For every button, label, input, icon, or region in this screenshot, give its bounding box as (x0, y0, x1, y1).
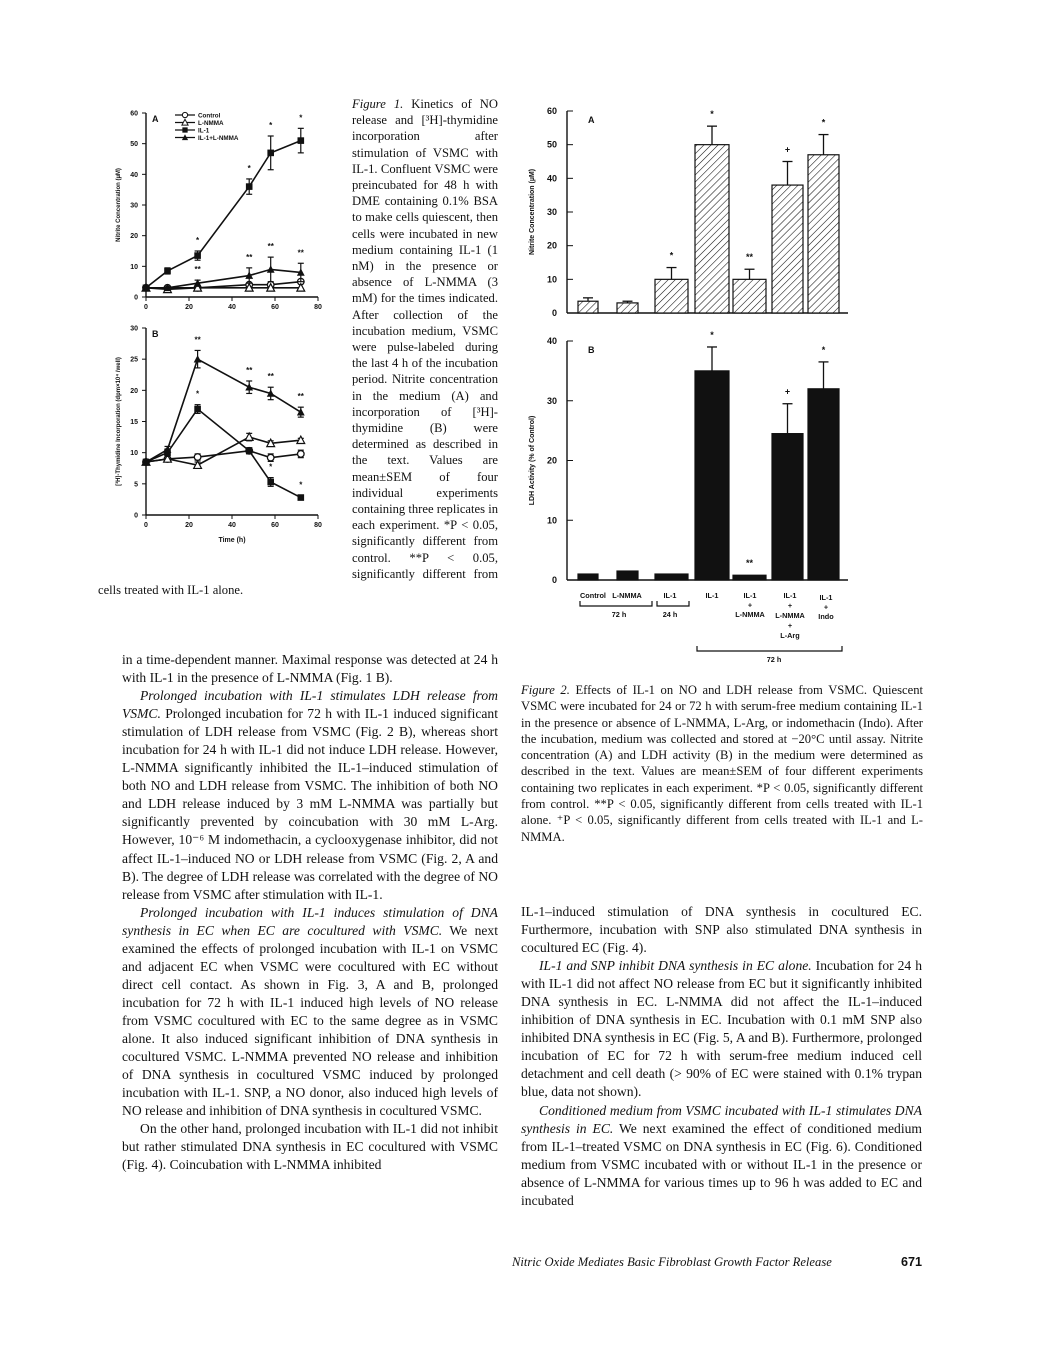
y-tick-label: 10 (546, 274, 557, 285)
x-tick-label: 0 (144, 304, 148, 311)
x-tick-label: 0 (144, 522, 148, 529)
y-tick-label: 50 (546, 139, 557, 150)
x-tick-label: 60 (271, 304, 279, 311)
bar-il-1-l-nmma-72h (733, 575, 766, 580)
group-label: 72 h (611, 610, 627, 619)
significance-mark: * (821, 344, 826, 355)
category-label: + (787, 601, 793, 610)
significance-mark: * (669, 250, 674, 261)
bar-control-72h (578, 301, 598, 313)
panel-label: B (152, 329, 159, 339)
section-heading: Prolonged incubation with IL-1 stimulates LDH release from VSMC. (122, 688, 498, 722)
significance-mark: * (299, 480, 303, 490)
category-label: + (747, 600, 753, 610)
legend-label: Control (198, 112, 221, 120)
category-label: + (823, 602, 829, 612)
figure-1-caption (98, 96, 498, 598)
significance-mark: ** (194, 265, 201, 275)
category-label: L-Arg (780, 631, 800, 640)
figure-2-caption-label: Figure 2. (521, 683, 570, 697)
right-column-body (521, 903, 922, 1210)
bar-il-1-72h (695, 371, 729, 580)
running-title: Nitric Oxide Mediates Basic Fibroblast Growth Factor Release (512, 1255, 832, 1269)
legend-label: L-NMMA (198, 120, 224, 127)
y-tick-label: 10 (130, 450, 138, 458)
significance-mark: * (710, 329, 714, 340)
paragraph: IL-1–induced stimulation of DNA synthesis in cocultured EC. Furthermore, incubation with SNP also stimulated DNA synthesis in cocultured EC (Fig. 4). (521, 904, 922, 956)
paragraph-text: We next examined the effects of prolonged incubation with IL-1 on VSMC and adjacent EC when VSMC were cocultured with EC without direct cell contact. As shown in Fig. 3, A and B, prolonged incubation for 72 h with IL-1 induced high levels of NO release from VSMC cocultured with EC to the same degree as in VSMC alone. It also induced significant inhibition of DNA synthesis in cocultured VSMC. L-NMMA prevented NO release and inhibition of DNA synthesis in cocultured VSMC induced by prolonged incubation with IL-1. SNP, a NO donor, also induced high levels of NO release and inhibition of DNA synthesis in cocultured VSMC. (122, 922, 498, 1119)
y-tick-label: 40 (546, 173, 557, 184)
figure-1-caption-label: Figure 1. (352, 97, 404, 111)
panel-label: A (152, 114, 159, 124)
x-tick-label: 20 (185, 522, 193, 529)
significance-mark: ** (267, 242, 274, 252)
paragraph: On the other hand, prolonged incubation with IL-1 did not inhibit but rather stimulated DNA synthesis in EC cocultured with VSMC (Fig. 4). Coincubation with L-NMMA inhibited (122, 1121, 498, 1173)
category-label: IL-1 (663, 591, 677, 600)
significance-mark: ** (246, 365, 253, 375)
section-heading: Conditioned medium from VSMC incubated with IL-1 stimulates DNA synthesis in EC. (521, 1102, 922, 1136)
significance-mark: ** (246, 252, 253, 262)
bar-il-1-l-nmma-l-arg-72h (772, 434, 803, 580)
y-tick-label: 10 (130, 263, 138, 271)
paragraph-text: Prolonged incubation for 72 h with IL-1 induced significant stimulation of LDH release from VSMC (Fig. 2 B), whereas short incubation for 24 h with IL-1 did not induce LDH release. However, L-NMMA significantly inhibited the IL-1–induced stimulation of both NO and LDH release from VSMC. The inhibition of both NO and LDH release induced by 3 mM L-NMMA was partially but significantly prevented by coincubation with 30 mM L-Arg. However, 10⁻⁶ M indomethacin, a cyclooxygenase inhibitor, did not affect IL-1–induced NO or LDH release from VSMC (Fig. 2, A and B). The degree of LDH release was correlated with the degree of NO release from VSMC after stimulation with IL-1. (122, 706, 498, 902)
significance-mark: * (247, 163, 251, 173)
y-tick-label: 40 (546, 336, 557, 346)
paragraph (521, 1102, 922, 1210)
paragraph (521, 957, 922, 1101)
significance-mark: ** (745, 252, 754, 263)
category-label: L-NMMA (612, 591, 642, 600)
significance-mark: ** (297, 392, 304, 402)
panel-label: B (588, 345, 595, 355)
y-tick-label: 10 (546, 515, 557, 526)
group-bracket (657, 601, 689, 606)
x-tick-label: 80 (314, 522, 322, 529)
bar-il-1-72h (695, 145, 729, 313)
significance-mark: ** (194, 335, 201, 345)
y-tick-label: 20 (130, 233, 138, 241)
x-tick-label: 20 (185, 304, 193, 311)
category-label: IL-1 (705, 591, 719, 600)
bar-il-1-24h (655, 279, 688, 313)
significance-mark: * (269, 462, 273, 472)
paragraph-text: Incubation for 24 h with IL-1 did not affect NO release from EC but it significantly inhibited DNA synthesis in EC. L-NMMA did not affect the IL-1–induced inhibition of DNA synthesis in EC. Incubation with 0.1 mM SNP also inhibited DNA synthesis in EC (Fig. 5, A and B). Furthermore, prolonged incubation of EC for 72 h with serum-free medium induced cell detachment and cell death (> 90% of EC were stained with 0.1% trypan blue, data not shown). (521, 958, 923, 1100)
significance-mark: + (784, 386, 791, 397)
y-tick-label: 0 (551, 308, 557, 318)
significance-mark: + (784, 144, 791, 155)
x-axis-label: Time (h) (218, 537, 246, 544)
legend-label: IL-1+L-NMMA (198, 135, 239, 142)
y-tick-label: 20 (546, 240, 557, 251)
category-label: IL-1 (819, 593, 833, 602)
figure-2-caption-text: Effects of IL-1 on NO and LDH release from VSMC. Quiescent VSMC were incubated for 24 or 72 h with serum-free medium containing IL-1 in the presence or absence of L-NMMA, L-Arg, or indomethacin (Indo). After the incubation, medium was collected and stored at −20°C until assay. Nitrite concentration (A) and LDH activity (B) in the medium were determined as described in the text. Values are mean±SEM of four different experiments containing two replicates in each experiment. *P < 0.05, significantly different from control. **P < 0.05, significantly different from cells treated with IL-1 alone. ⁺P < 0.05, significantly different from cells treated with IL-1 and L-NMMA. (521, 683, 923, 844)
left-column-body (122, 651, 498, 1174)
y-tick-label: 30 (546, 207, 557, 217)
figure-1-caption-text: Kinetics of NO release and [³H]-thymidine incorporation after stimulation of VSMC with IL-1. Confluent VSMC were preincubated for 48 h with DME containing 0.1% BSA to make cells quiescent, then cells were incubated in new medium containing IL-1 (1 nM) in the presence or absence of L-NMMA (3 mM) for the times indicated. After collection of the incubation medium, VSMC were pulse-labeled during the last 4 h of the incubation period. Nitrite concentration in the medium (A) and incorporation of [³H]-thymidine (B) were determined as described in the text. Values are mean±SEM of four individual experiments containing three replicates in each experiment. *P < 0.05, significantly different from control. **P < 0.05, significantly different from cells treated with IL-1 alone. (98, 97, 498, 598)
category-label: IL-1 (743, 591, 757, 600)
significance-mark: * (196, 389, 200, 399)
significance-mark: * (299, 113, 303, 123)
bar-il-1-indo-72h (808, 389, 839, 580)
bar-l-nmma-72h (617, 303, 638, 313)
significance-mark: * (710, 109, 714, 120)
y-tick-label: 5 (134, 481, 138, 489)
section-heading: Prolonged incubation with IL-1 induces stimulation of DNA synthesis in EC when EC are cocultured with VSMC. (122, 904, 498, 938)
x-tick-label: 40 (228, 522, 236, 529)
bar-il-1-l-nmma-l-arg-72h (772, 185, 803, 313)
x-tick-label: 60 (271, 522, 279, 529)
y-tick-label: 0 (134, 294, 138, 302)
significance-mark: * (269, 121, 273, 130)
group-bracket (697, 646, 842, 651)
y-tick-label: 25 (130, 356, 138, 364)
page-number: 671 (900, 1255, 922, 1269)
group-bracket (580, 601, 652, 606)
bar-il-1-l-nmma-72h (733, 279, 766, 313)
bar-l-nmma-72h (617, 571, 638, 580)
y-tick-label: 30 (130, 325, 138, 333)
y-tick-label: 15 (130, 419, 138, 426)
group-label: 24 h (662, 610, 678, 619)
category-label: Control (580, 591, 606, 600)
y-tick-label: 30 (546, 395, 557, 406)
y-tick-label: 20 (130, 387, 138, 395)
x-tick-label: 40 (228, 304, 236, 311)
y-tick-label: 20 (546, 455, 557, 466)
y-tick-label: 30 (130, 202, 138, 210)
group-label: 72 h (766, 655, 782, 664)
category-label: Indo (818, 612, 834, 621)
paragraph-text: We next examined the effect of conditioned medium from IL-1–treated VSMC on DNA synthesis in EC (Fig. 6). Conditioned medium from VSMC incubated with or without IL-1 in the presence or absence of L-NMMA for various times up to 96 h was added to EC and incubated (521, 1120, 922, 1208)
legend-label: IL-1 (198, 127, 210, 135)
bar-control-72h (578, 574, 598, 580)
y-axis-label: Nitrite Concentration (µM) (529, 168, 536, 256)
significance-mark: ** (745, 558, 754, 569)
y-tick-label: 0 (551, 575, 557, 585)
paragraph: in a time-dependent manner. Maximal response was detected at 24 h with IL-1 in the presence of L-NMMA (Fig. 1 B). (122, 652, 498, 686)
significance-mark: ** (267, 372, 274, 382)
significance-mark: * (196, 236, 200, 245)
significance-mark: ** (297, 248, 304, 258)
y-axis-label: Nitrite Concentration (µM) (116, 168, 122, 242)
paragraph (122, 687, 498, 904)
y-axis-label: [³H]-Thymidine Incorporation (dpm×10⁴ /well) (116, 357, 122, 486)
figure-2-caption (521, 682, 923, 845)
bar-il-1-indo-72h (808, 155, 839, 313)
page-footer (512, 1255, 922, 1270)
y-tick-label: 60 (130, 110, 138, 118)
y-axis-label: LDH Activity (% of Control) (529, 415, 536, 506)
category-label: IL-1 (783, 591, 797, 600)
category-label: + (787, 621, 793, 630)
y-tick-label: 50 (130, 141, 138, 149)
section-heading: IL-1 and SNP inhibit DNA synthesis in EC alone. (539, 958, 812, 974)
x-tick-label: 80 (314, 304, 322, 311)
bar-il-1-24h (655, 574, 688, 580)
y-tick-label: 40 (130, 171, 138, 179)
y-tick-label: 0 (134, 512, 138, 520)
category-label: L-NMMA (735, 610, 765, 619)
paragraph (122, 904, 498, 1121)
y-tick-label: 60 (546, 106, 557, 116)
panel-label: A (588, 115, 595, 125)
category-label: L-NMMA (775, 611, 805, 620)
significance-mark: * (821, 117, 826, 128)
